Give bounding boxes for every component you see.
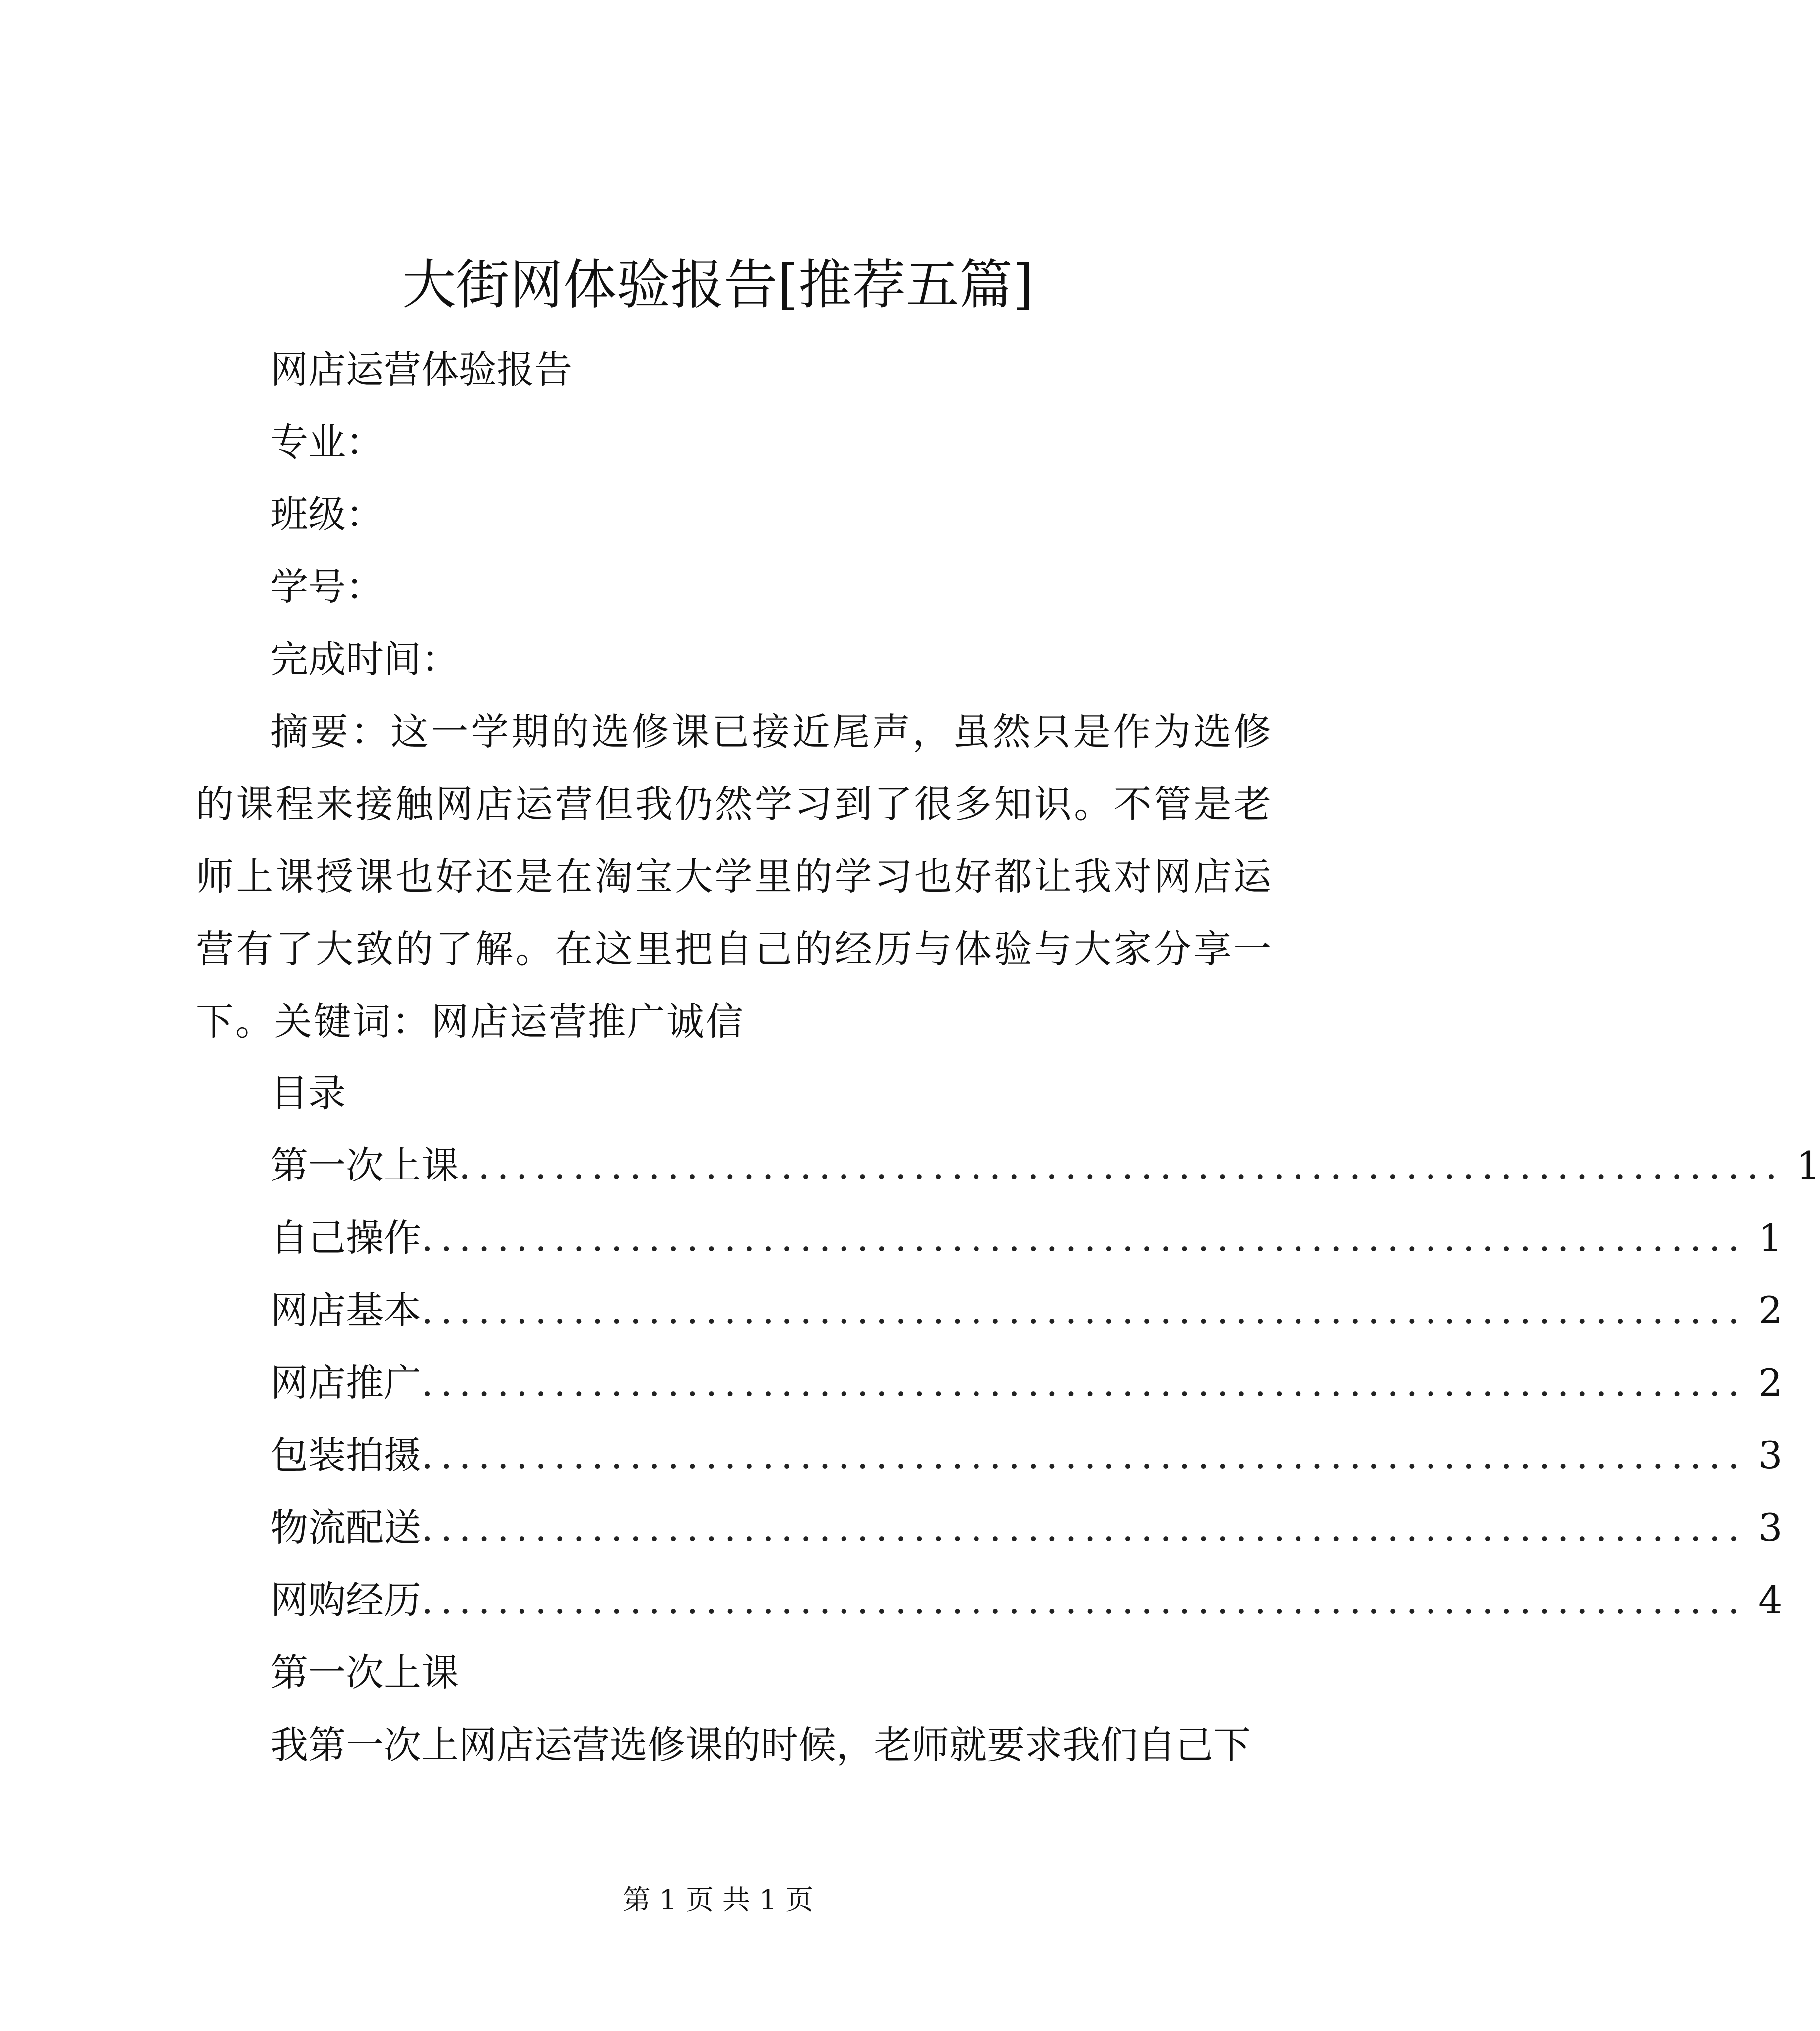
section-heading: 第一次上课 [270,1650,459,1695]
toc-entry-page: 2 [1758,1288,1783,1332]
toc-leader-dots: ...................................................................... [421,1288,1747,1332]
toc-entry [270,1428,1783,1483]
toc-entry-title: 物流配送 [270,1506,421,1550]
toc-leader-dots: ...................................................................... [421,1506,1747,1550]
abstract-paragraph: 摘要：这一学期的选修课已接近尾声，虽然只是作为选修的课程来接触网店运营但我仍然学习到了很多知识。不管是老师上课授课也好还是在淘宝大学里的学习也好都让我对网店运营有了大致的了解。在这里把自己的经历与体验与大家分享一下。关键词：网店运营推广诚信 [196,710,1273,1044]
toc-entry [270,1501,1783,1555]
toc-entry-title: 网店推广 [270,1361,421,1405]
toc-entry-title: 包装拍摄 [270,1433,421,1477]
field-major: 专业： [270,420,384,464]
field-completion-time: 完成时间： [270,637,459,681]
toc-leader-dots: ...................................................................... [459,1143,1785,1187]
field-student-id: 学号： [270,565,384,609]
report-subtitle: 网店运营体验报告 [270,347,572,392]
toc-entry-page: 3 [1758,1506,1783,1550]
toc-entry-page: 4 [1758,1578,1783,1622]
toc-entry [270,1573,1783,1628]
toc-leader-dots: ...................................................................... [421,1433,1747,1477]
toc-entry-page: 1 [1796,1143,1820,1187]
field-class: 班级： [270,492,384,536]
toc-entry-page: 3 [1758,1433,1783,1477]
toc-entry [270,1211,1783,1265]
toc-leader-dots: ...................................................................... [421,1216,1747,1260]
toc-leader-dots: ...................................................................... [421,1361,1747,1405]
page-footer: 第 1 页 共 1 页 [622,1884,814,1916]
section-paragraph: 我第一次上网店运营选修课的时候，老师就要求我们自己下 [270,1723,1251,1767]
toc-entry-title: 网购经历 [270,1578,421,1622]
toc-entry [270,1356,1783,1410]
document-title: 大街网体验报告[推荐五篇] [402,254,1034,316]
toc-entry-title: 网店基本 [270,1288,421,1332]
toc-entry-title: 第一次上课 [270,1143,459,1187]
toc-entry [270,1283,1783,1338]
toc-entry-title: 自己操作 [270,1216,421,1260]
toc-entry-page: 1 [1758,1216,1783,1260]
toc-entry [270,1138,1820,1193]
toc-entry-page: 2 [1758,1361,1783,1405]
toc-leader-dots: ...................................................................... [421,1578,1747,1622]
toc-heading: 目录 [270,1071,346,1115]
